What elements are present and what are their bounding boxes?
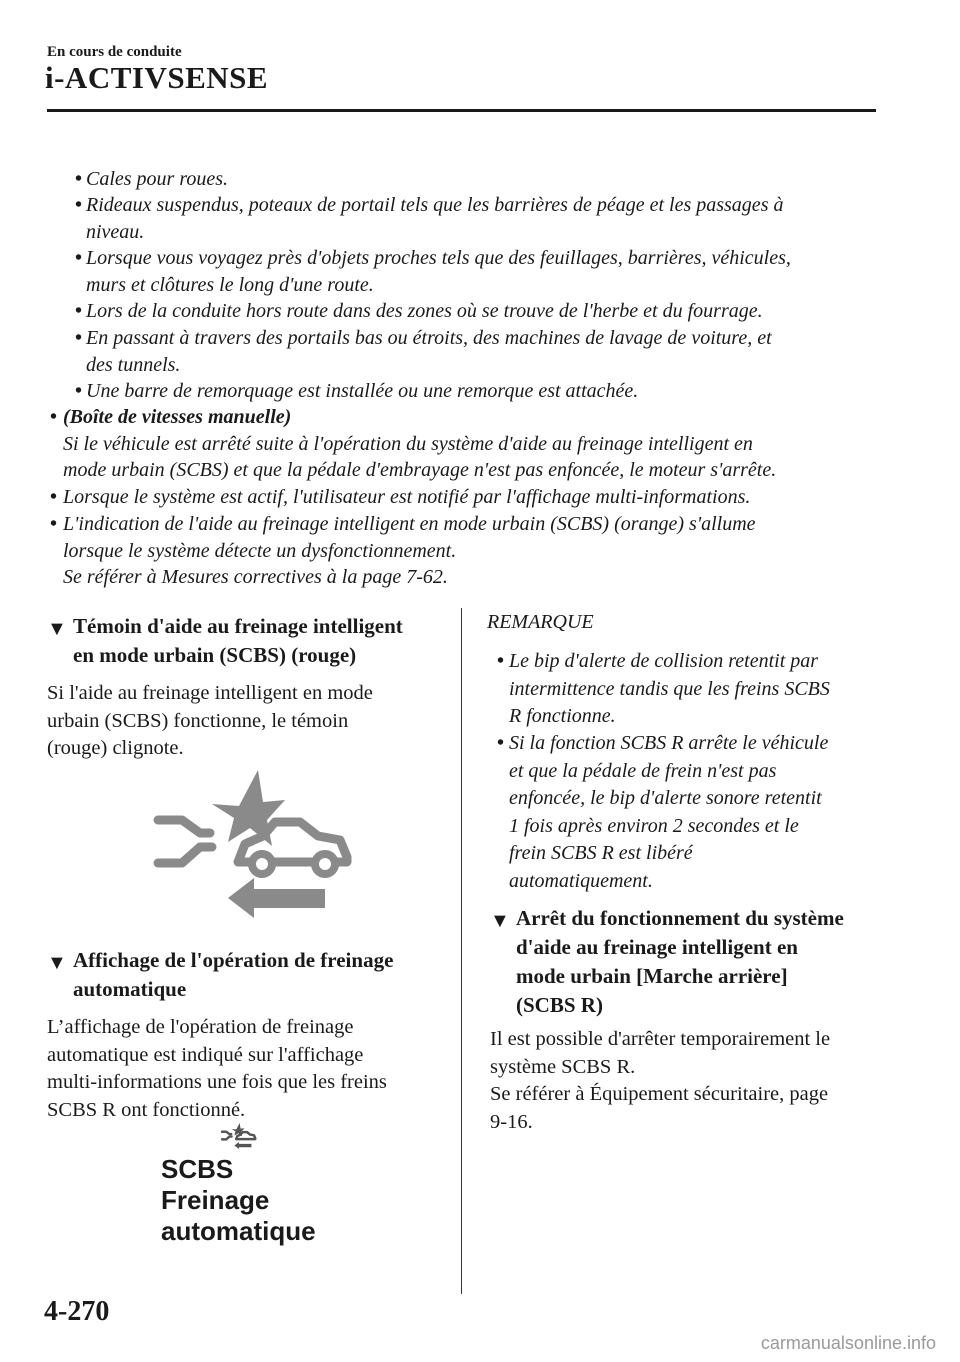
header-rule — [47, 109, 876, 112]
list-item-indicator: • L'indication de l'aide au freinage intelligent en mode urbain (SCBS) (orange) s'allume lorsque le système détecte un dysfonctionnement. Se référer à Mesures correctives à la page 7-62. — [50, 513, 756, 588]
list-item: • Cales pour roues. — [75, 168, 229, 190]
triangle-icon: ▼ — [490, 910, 510, 932]
list-item: • Lors de la conduite hors route dans des zones où se trouve de l'herbe et du fourrage. — [75, 300, 763, 322]
section-heading: ▼ Arrêt du fonctionnement du système d'aide au freinage intelligent en mode urbain [Marche arrière] (SCBS R) — [490, 906, 844, 1017]
list-item-notify: • Lorsque le système est actif, l'utilisateur est notifié par l'affichage multi-informations. — [50, 486, 751, 508]
section-title: i-ACTIVSENSE — [45, 60, 269, 95]
page-number: 4-270 — [44, 1296, 110, 1327]
watermark: carmanualsonline.info — [760, 1333, 936, 1353]
scbs-warning-icon — [150, 770, 370, 918]
display-text: SCBS Freinage automatique — [161, 1154, 316, 1246]
list-item: • En passant à travers des portails bas ou étroits, des machines de lavage de voiture, et des tunnels. — [75, 327, 772, 376]
chapter-title: En cours de conduite — [47, 44, 182, 60]
triangle-icon: ▼ — [47, 952, 67, 974]
section-heading: ▼ Témoin d'aide au freinage intelligent en mode urbain (SCBS) (rouge) — [47, 614, 403, 667]
section-body: Si l'aide au freinage intelligent en mode urbain (SCBS) fonctionne, le témoin (rouge) clignote. — [47, 682, 373, 759]
section-body: L’affichage de l'opération de freinage automatique est indiqué sur l'affichage multi-informations une fois que les freins SCBS R ont fonctionné. — [47, 1016, 387, 1121]
column-divider — [461, 608, 462, 1294]
list-item: • Une barre de remorquage est installée ou une remorque est attachée. — [75, 380, 639, 402]
note-bullet: • Si la fonction SCBS R arrête le véhicule et que la pédale de frein n'est pas enfoncée, le bip d'alerte sonore retentit 1 fois après environ 2 secondes et le frein SCBS R est libéré automatiquement. — [497, 732, 829, 892]
section-body: Il est possible d'arrêter temporairement le système SCBS R. Se référer à Équipement sécuritaire, page 9-16. — [490, 1028, 831, 1133]
list-item-manual: • (Boîte de vitesses manuelle) Si le véhicule est arrêté suite à l'opération du système d'aide au freinage intelligent en mode urbain (SCBS) et que la pédale d'embrayage n'est pas enfoncée, le moteur s'arrête. — [50, 406, 777, 481]
triangle-icon: ▼ — [47, 618, 67, 640]
note-bullet: • Le bip d'alerte de collision retentit par intermittence tandis que les freins SCBS R fonctionne. — [497, 650, 830, 727]
note-title: REMARQUE — [487, 611, 594, 633]
section-heading: ▼ Affichage de l'opération de freinage automatique — [47, 948, 394, 1001]
scbs-small-icon — [218, 1123, 262, 1149]
list-item: • Rideaux suspendus, poteaux de portail tels que les barrières de péage et les passages à niveau. — [75, 194, 784, 243]
list-item: • Lorsque vous voyagez près d'objets proches tels que des feuillages, barrières, véhicules, murs et clôtures le long d'une route. — [75, 247, 791, 296]
